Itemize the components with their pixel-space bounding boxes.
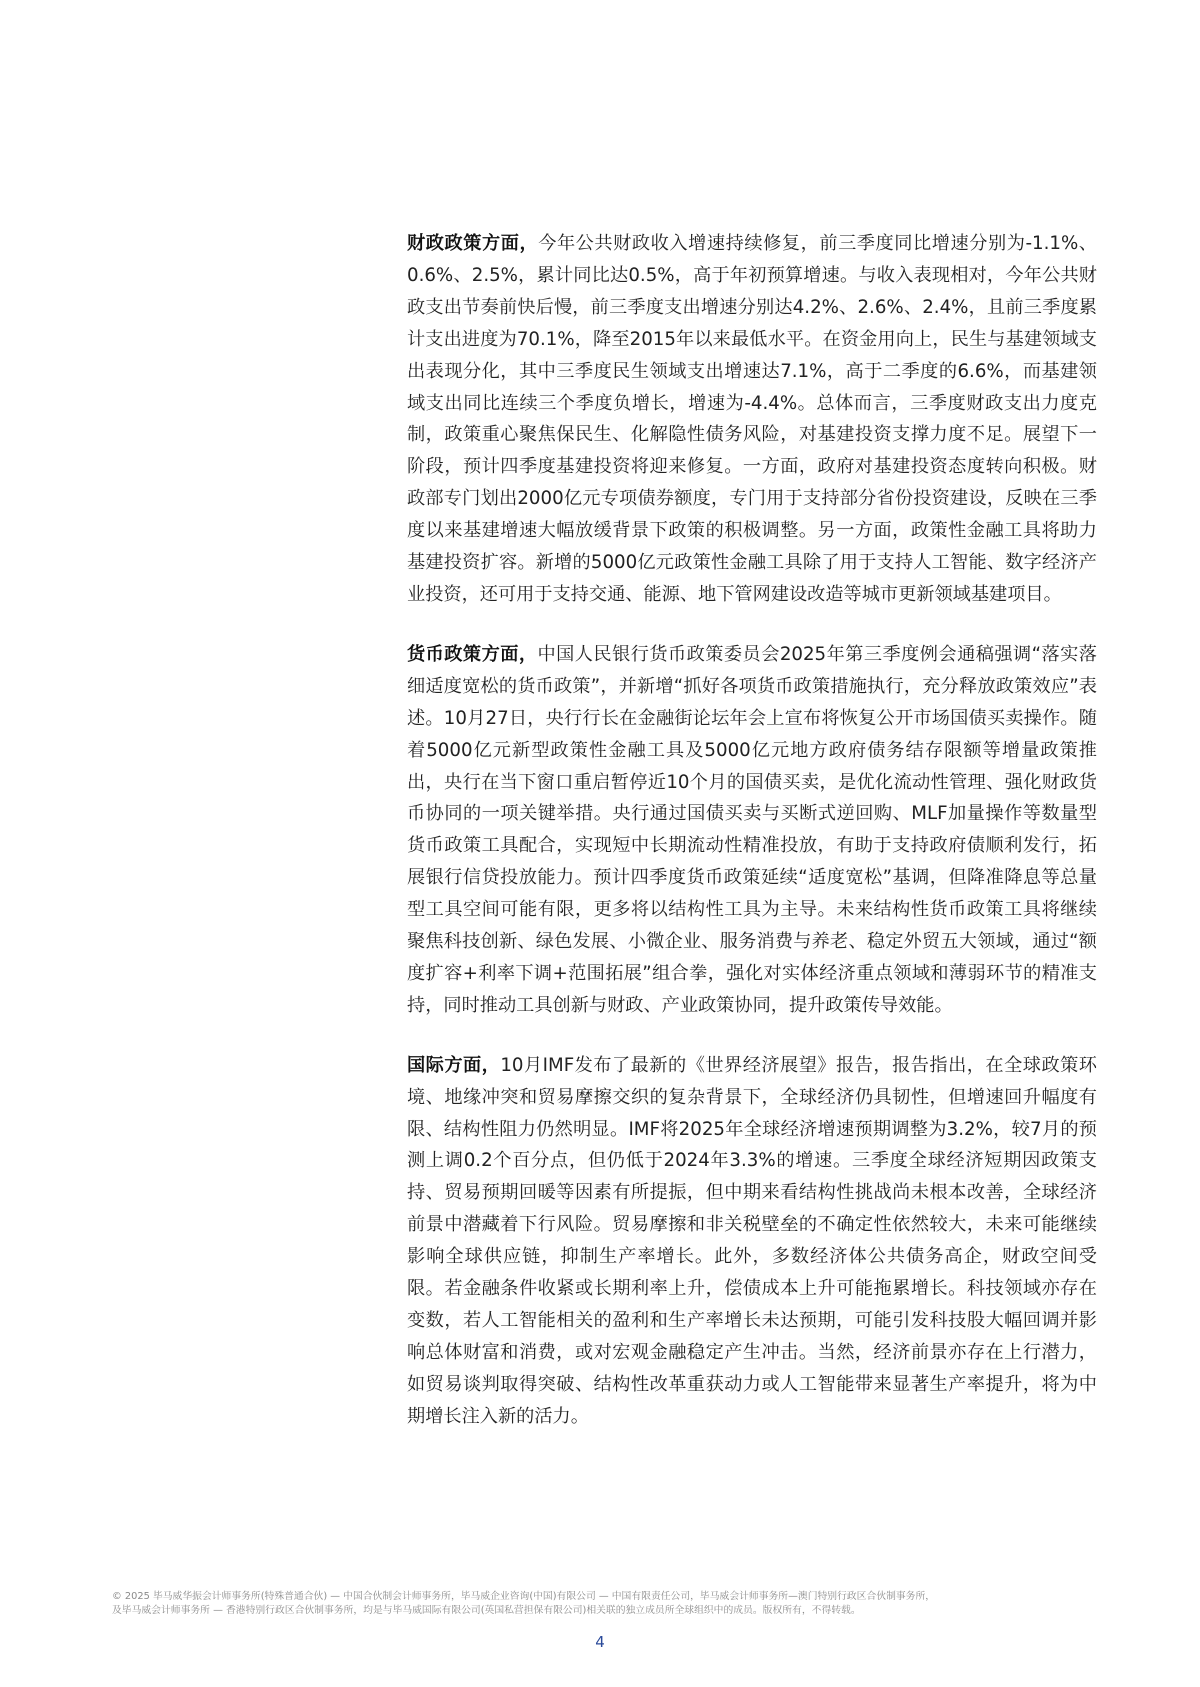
page-number: 4 <box>595 1633 605 1651</box>
international-lead: 国际方面， <box>407 1054 501 1076</box>
monetary-policy-paragraph <box>407 639 1097 1022</box>
fiscal-policy-paragraph <box>407 228 1097 611</box>
copyright-footer <box>112 1590 1102 1618</box>
fiscal-policy-text: 今年公共财政收入增速持续修复，前三季度同比增速分别为-1.1%、0.6%、2.5%，累计同比达0.5%，高于年初预算增速。与收入表现相对，今年公共财政支出节奏前快后慢，前三季度支出增速分别达4.2%、2.6%、2.4%，且前三季度累计支出进度为70.1%，降至2015年以来最低水平。在资金用向上，民生与基建领域支出表现分化，其中三季度民生领域支出增速达7.1%，高于二季度的6.6%，而基建领域支出同比连续三个季度负增长，增速为-4.4%。总体而言，三季度财政支出力度克制，政策重心聚焦保民生、化解隐性债务风险，对基建投资支撑力度不足。展望下一阶段，预计四季度基建投资将迎来修复。一方面，政府对基建投资态度转向积极。财政部专门划出2000亿元专项债券额度，专门用于支持部分省份投资建设，反映在三季度以来基建增速大幅放缓背景下政策的积极调整。另一方面，政策性金融工具将助力基建投资扩容。新增的5000亿元政策性金融工具除了用于支持人工智能、数字经济产业投资，还可用于支持交通、能源、地下管网建设改造等城市更新领域基建项目。 <box>407 233 1097 605</box>
fiscal-policy-lead: 财政政策方面， <box>407 233 539 254</box>
monetary-policy-text: 中国人民银行货币政策委员会2025年第三季度例会通稿强调“落实落细适度宽松的货币政策”，并新增“抓好各项货币政策措施执行，充分释放政策效应”表述。10月27日，央行行长在金融街论坛年会上宣布将恢复公开市场国债买卖操作。随着5000亿元新型政策性金融工具及5000亿元地方政府债务结存限额等增量政策推出，央行在当下窗口重启暂停近10个月的国债买卖，是优化流动性管理、强化财政货币协同的一项关键举措。央行通过国债买卖与买断式逆回购、MLF加量操作等数量型货币政策工具配合，实现短中长期流动性精准投放，有助于支持政府债顺利发行，拓展银行信贷投放能力。预计四季度货币政策延续“适度宽松”基调，但降准降息等总量型工具空间可能有限，更多将以结构性工具为主导。未来结构性货币政策工具将继续聚焦科技创新、绿色发展、小微企业、服务消费与养老、稳定外贸五大领域，通过“额度扩容+利率下调+范围拓展”组合拳，强化对实体经济重点领域和薄弱环节的精准支持，同时推动工具创新与财政、产业政策协同，提升政策传导效能。 <box>407 643 1097 1016</box>
international-paragraph <box>407 1050 1097 1433</box>
copyright-line-2: 及毕马威会计师事务所 — 香港特别行政区合伙制事务所，均是与毕马威国际有限公司(英国私营担保有限公司)相关联的独立成员所全球组织中的成员。版权所有，不得转载。 <box>112 1605 861 1616</box>
copyright-line-1: © 2025 毕马威华振会计师事务所(特殊普通合伙) — 中国合伙制会计师事务所，毕马威企业咨询(中国)有限公司 — 中国有限责任公司，毕马威会计师事务所—澳门特别行政区合伙制事务所， <box>112 1591 936 1602</box>
international-text: 10月IMF发布了最新的《世界经济展望》报告，报告指出，在全球政策环境、地缘冲突和贸易摩擦交织的复杂背景下，全球经济仍具韧性，但增速回升幅度有限、结构性阻力仍然明显。IMF将2025年全球经济增速预期调整为3.2%，较7月的预测上调0.2个百分点，但仍低于2024年3.3%的增速。三季度全球经济短期因政策支持、贸易预期回暖等因素有所提振，但中期来看结构性挑战尚未根本改善，全球经济前景中潜藏着下行风险。贸易摩擦和非关税壁垒的不确定性依然较大，未来可能继续影响全球供应链，抑制生产率增长。此外，多数经济体公共债务高企，财政空间受限。若金融条件收紧或长期利率上升，偿债成本上升可能拖累增长。科技领域亦存在变数，若人工智能相关的盈利和生产率增长未达预期，可能引发科技股大幅回调并影响总体财富和消费，或对宏观金融稳定产生冲击。当然，经济前景亦存在上行潜力，如贸易谈判取得突破、结构性改革重获动力或人工智能带来显著生产率提升，将为中期增长注入新的活力。 <box>407 1054 1097 1427</box>
main-content <box>407 228 1097 1461</box>
monetary-policy-lead: 货币政策方面， <box>407 643 538 665</box>
